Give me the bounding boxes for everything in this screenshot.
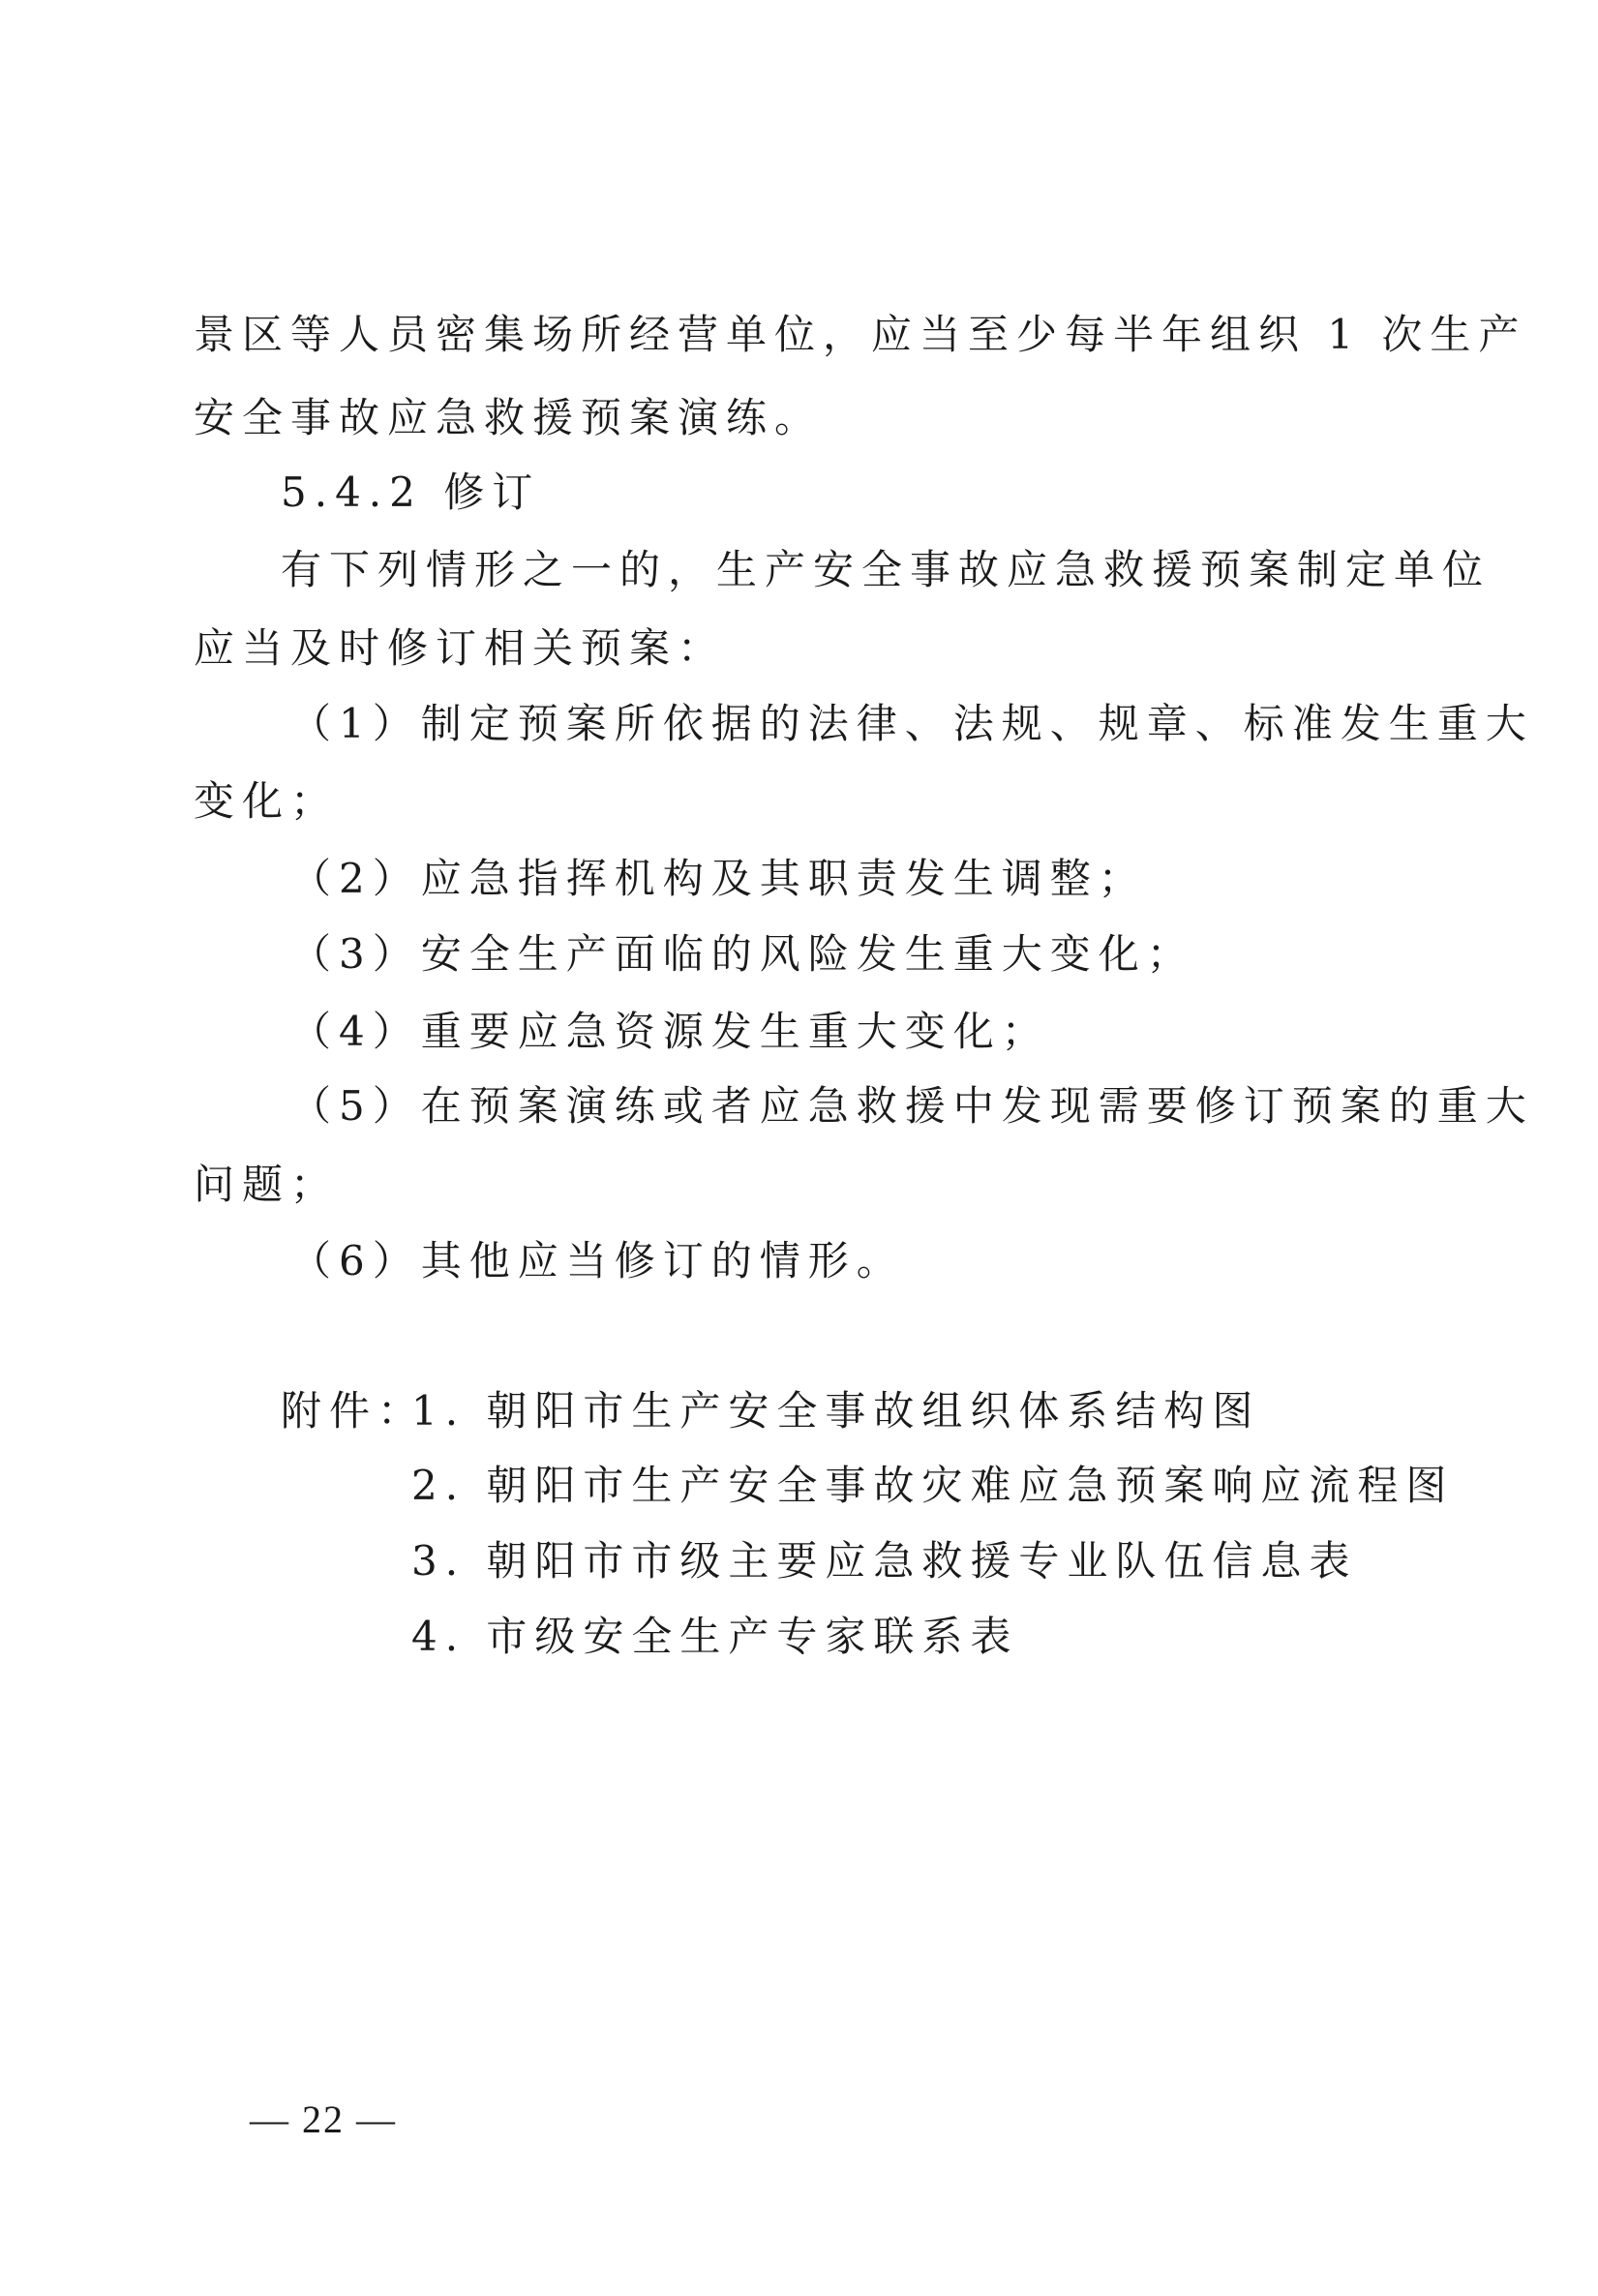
body-line: 景区等人员密集场所经营单位，应当至少每半年组织 1 次生产: [194, 311, 1527, 358]
list-item-continuation: 问题；: [194, 1161, 340, 1208]
body-line: 有下列情形之一的，生产安全事故应急救援预案制定单位: [281, 546, 1492, 593]
list-item-continuation: 变化；: [194, 777, 340, 825]
body-line: 安全事故应急救援预案演练。: [194, 394, 824, 441]
body-line: 应当及时修订相关预案：: [194, 624, 727, 672]
list-item: （3）安全生产面临的风险发生重大变化；: [290, 930, 1195, 978]
list-item: （5）在预案演练或者应急救援中发现需要修订预案的重大: [290, 1082, 1534, 1130]
list-item: （4）重要应急资源发生重大变化；: [290, 1008, 1050, 1055]
attachment-item: 1. 朝阳市生产安全事故组织体系结构图: [411, 1387, 1261, 1435]
section-heading: 5.4.2 修订: [281, 468, 541, 516]
attachment-item: 4. 市级安全生产专家联系表: [411, 1613, 1019, 1660]
list-item: （6）其他应当修订的情形。: [290, 1237, 905, 1284]
attachment-item: 3. 朝阳市市级主要应急救援专业队伍信息表: [411, 1537, 1358, 1585]
page-number: — 22 —: [250, 2098, 397, 2141]
list-item: （2）应急指挥机构及其职责发生调整；: [290, 855, 1147, 902]
attachments-label: 附件：: [281, 1387, 427, 1435]
attachment-item: 2. 朝阳市生产安全事故灾难应急预案响应流程图: [411, 1462, 1455, 1509]
list-item: （1）制定预案所依据的法律、法规、规章、标准发生重大: [290, 700, 1534, 747]
